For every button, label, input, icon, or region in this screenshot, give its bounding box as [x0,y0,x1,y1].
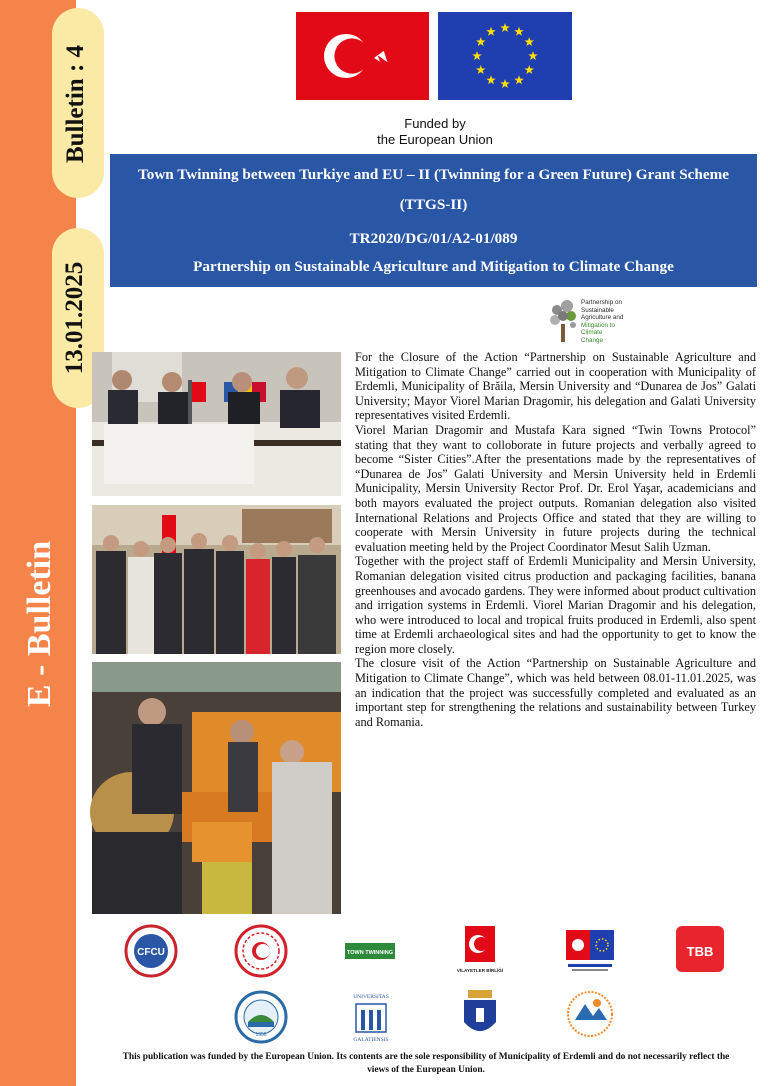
vilayetler-text: VİLAYETLER BİRLİĞİ [456,968,504,973]
signing-ceremony-image [92,352,341,496]
tbb-icon [676,926,724,972]
logo-line: Change [581,336,604,344]
erdemli-year: 1956 [255,1032,267,1038]
title-box [110,154,757,287]
erdemli-municipality-logo [234,990,288,1044]
galati-university-logo [346,990,396,1044]
tbb-text: TBB [686,944,714,959]
logo-line: Mitigation to [581,321,615,329]
citrus-packaging-image [92,662,341,914]
delegation-group-photo [92,505,341,654]
grant-scheme-title: Town Twinning between Turkiye and EU – II (Twinning for a Green Future) Grant Scheme (TTGS-II) [138,166,729,213]
town-twinning-text: TOWN TWINNING [346,950,394,956]
paragraph: The closure visit of the Action “Partnership on Sustainable Agriculture and Mitigation to Climate Change”, which was held between 08.01-11.01.2025, was an indication that the project was successfully completed and evaluated as an important step for strengthening the relations and sustainability between Turkey and Romania. [355,656,756,729]
logo-line: Sustainable [581,306,614,314]
ministry-seal-icon [234,924,288,978]
turkey-flag-icon [296,12,429,100]
braila-coat-of-arms-logo [462,990,498,1042]
disclaimer-footer [92,1051,760,1077]
galati-university-icon [346,990,396,1044]
bulletin-number: Bulletin : 4 [62,44,89,164]
vilayetler-birligi-icon [456,926,504,976]
mersin-university-icon [565,990,615,1042]
town-twinning-icon [345,941,395,961]
eu-flag-icon [438,12,572,100]
mersin-university-logo [565,990,615,1042]
paragraph: Viorel Marian Dragomir and Mustafa Kara signed “Twin Towns Protocol” stating that they want to colloborate in future projects and verbally agreed to become “Sister Cities”.After the presentations made by the representatives of “Dunarea de Jos” Galati University and Mersin University held in Erdemli Municipality, Mersin University Rector Prof. Dr. Erol Yaşar, academicians and both mayors evaluated the project outputs. Romanian delegation also visited International Relations and Projects Office and stated that they are willing to cooperate with Mersin University in future projects during the technical evaluation meeting held by the Project Coordinator Mesut Salih Uzman. [355,422,756,554]
signing-ceremony-photo [92,352,341,496]
partnership-logo-text [581,299,661,345]
eu-flag [438,12,572,100]
galati-text-top: UNIVERSITAS [353,994,389,1000]
bulletin-date: 13.01.2025 [61,261,88,375]
partnership-logo [547,296,657,346]
paragraph: Together with the project staff of Erdemli Municipality and Mersin University, Romanian delegation visited citrus production and packaging facilities, banana greenhouses and avocado gardens. They were informed about product cultivation and irrigation systems in Erdemli. Viorel Marian Dragomir and his delegation, who were introduced to local and tropical fruits produced in Erdemli, also spent time at Erdemli archaeological sites and had the opportunity to get to know the region more closely. [355,554,756,656]
municipality-emblem-logo [566,926,614,974]
funded-by-line: Funded by [404,116,466,131]
cfcu-logo [124,924,178,978]
turkey-flag [296,12,429,100]
municipality-emblem-icon [566,926,614,974]
erdemli-municipality-icon [234,990,288,1044]
disclaimer-line: This publication was funded by the European Union. Its contents are the sole responsibility of Municipality of Erdemli and do not necessarily reflect the [122,1052,730,1062]
braila-coat-of-arms-icon [462,990,498,1042]
paragraph: For the Closure of the Action “Partnership on Sustainable Agriculture and Mitigation to Climate Change” carried out in cooperation with Municipality of Erdemli, Municipality of Brăila, Mersin University and “Dunarea de Jos” Galati University; Mayor Viorel Marian Dragomir, his delegation and Galati University representatives visited Erdemli. [355,350,756,423]
logo-line: Agriculture and [581,314,624,322]
disclaimer-line: views of the European Union. [367,1065,485,1075]
vilayetler-birligi-logo [456,926,504,976]
cfcu-text: CFCU [137,947,165,958]
project-name: Partnership on Sustainable Agriculture and Mitigation to Climate Change [193,258,674,275]
logo-line: Partnership on [581,299,622,306]
cfcu-icon [124,924,178,978]
tbb-logo [676,926,724,972]
funded-by-text [360,116,510,148]
town-twinning-logo [345,941,395,961]
project-reference: TR2020/DG/01/A2-01/089 [349,230,518,247]
galati-text-bottom: GALATIENSIS [353,1037,389,1043]
logo-line: Climate [581,329,603,337]
ministry-seal-logo [234,924,288,978]
article-body [355,350,756,729]
citrus-packaging-photo [92,662,341,914]
e-bulletin-label: E - Bulletin [21,540,58,708]
delegation-group-image [92,505,341,654]
tree-icon [547,296,579,344]
funded-by-line: the European Union [377,132,493,147]
